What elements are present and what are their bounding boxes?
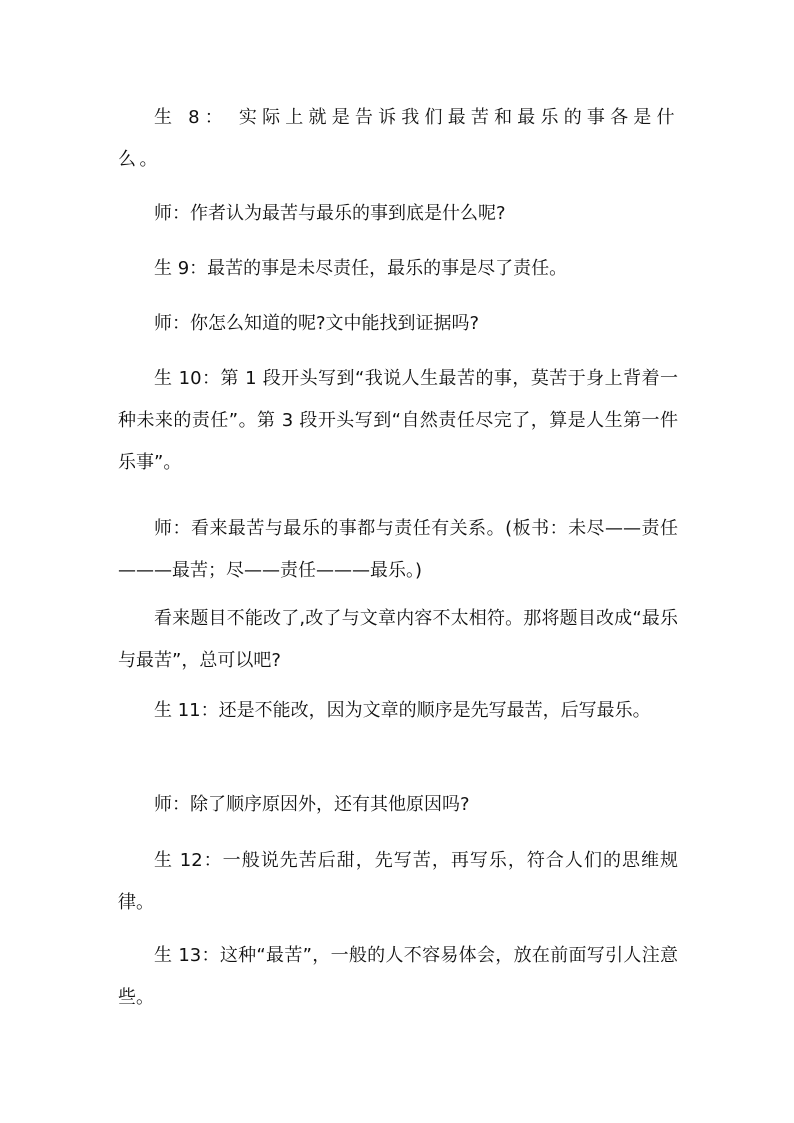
paragraph-teacher-question-2: 师：你怎么知道的呢?文中能找到证据吗?	[154, 313, 480, 334]
paragraph-student-13: 生 13：这种“最苦”，一般的人不容易体会，放在前面写引人注意些。	[118, 945, 678, 1008]
paragraph-teacher-title-change: 看来题目不能改了,改了与文章内容不太相符。那将题目改成“最乐与最苦”，总可以吧?	[118, 608, 678, 671]
paragraph-teacher-question-1: 师：作者认为最苦与最乐的事到底是什么呢?	[154, 203, 506, 224]
paragraph-teacher-board-note: 师：看来最苦与最乐的事都与责任有关系。(板书：未尽——责任———最苦；尽——责任———最乐。)	[118, 518, 678, 581]
paragraph-student-8: 生 8： 实际上就是告诉我们最苦和最乐的事各是什么。	[118, 107, 678, 170]
paragraph-teacher-question-3: 师：除了顺序原因外，还有其他原因吗?	[154, 794, 470, 815]
paragraph-student-11: 生 11：还是不能改，因为文章的顺序是先写最苦，后写最乐。	[154, 700, 651, 721]
paragraph-student-12: 生 12：一般说先苦后甜，先写苦，再写乐，符合人们的思维规律。	[118, 850, 678, 913]
paragraph-student-9: 生 9：最苦的事是未尽责任，最乐的事是尽了责任。	[154, 258, 568, 279]
paragraph-student-10: 生 10：第 1 段开头写到“我说人生最苦的事，莫苦于身上背着一种未来的责任”。第 3 段开头写到“自然责任尽完了，算是人生第一件乐事”。	[118, 368, 678, 473]
